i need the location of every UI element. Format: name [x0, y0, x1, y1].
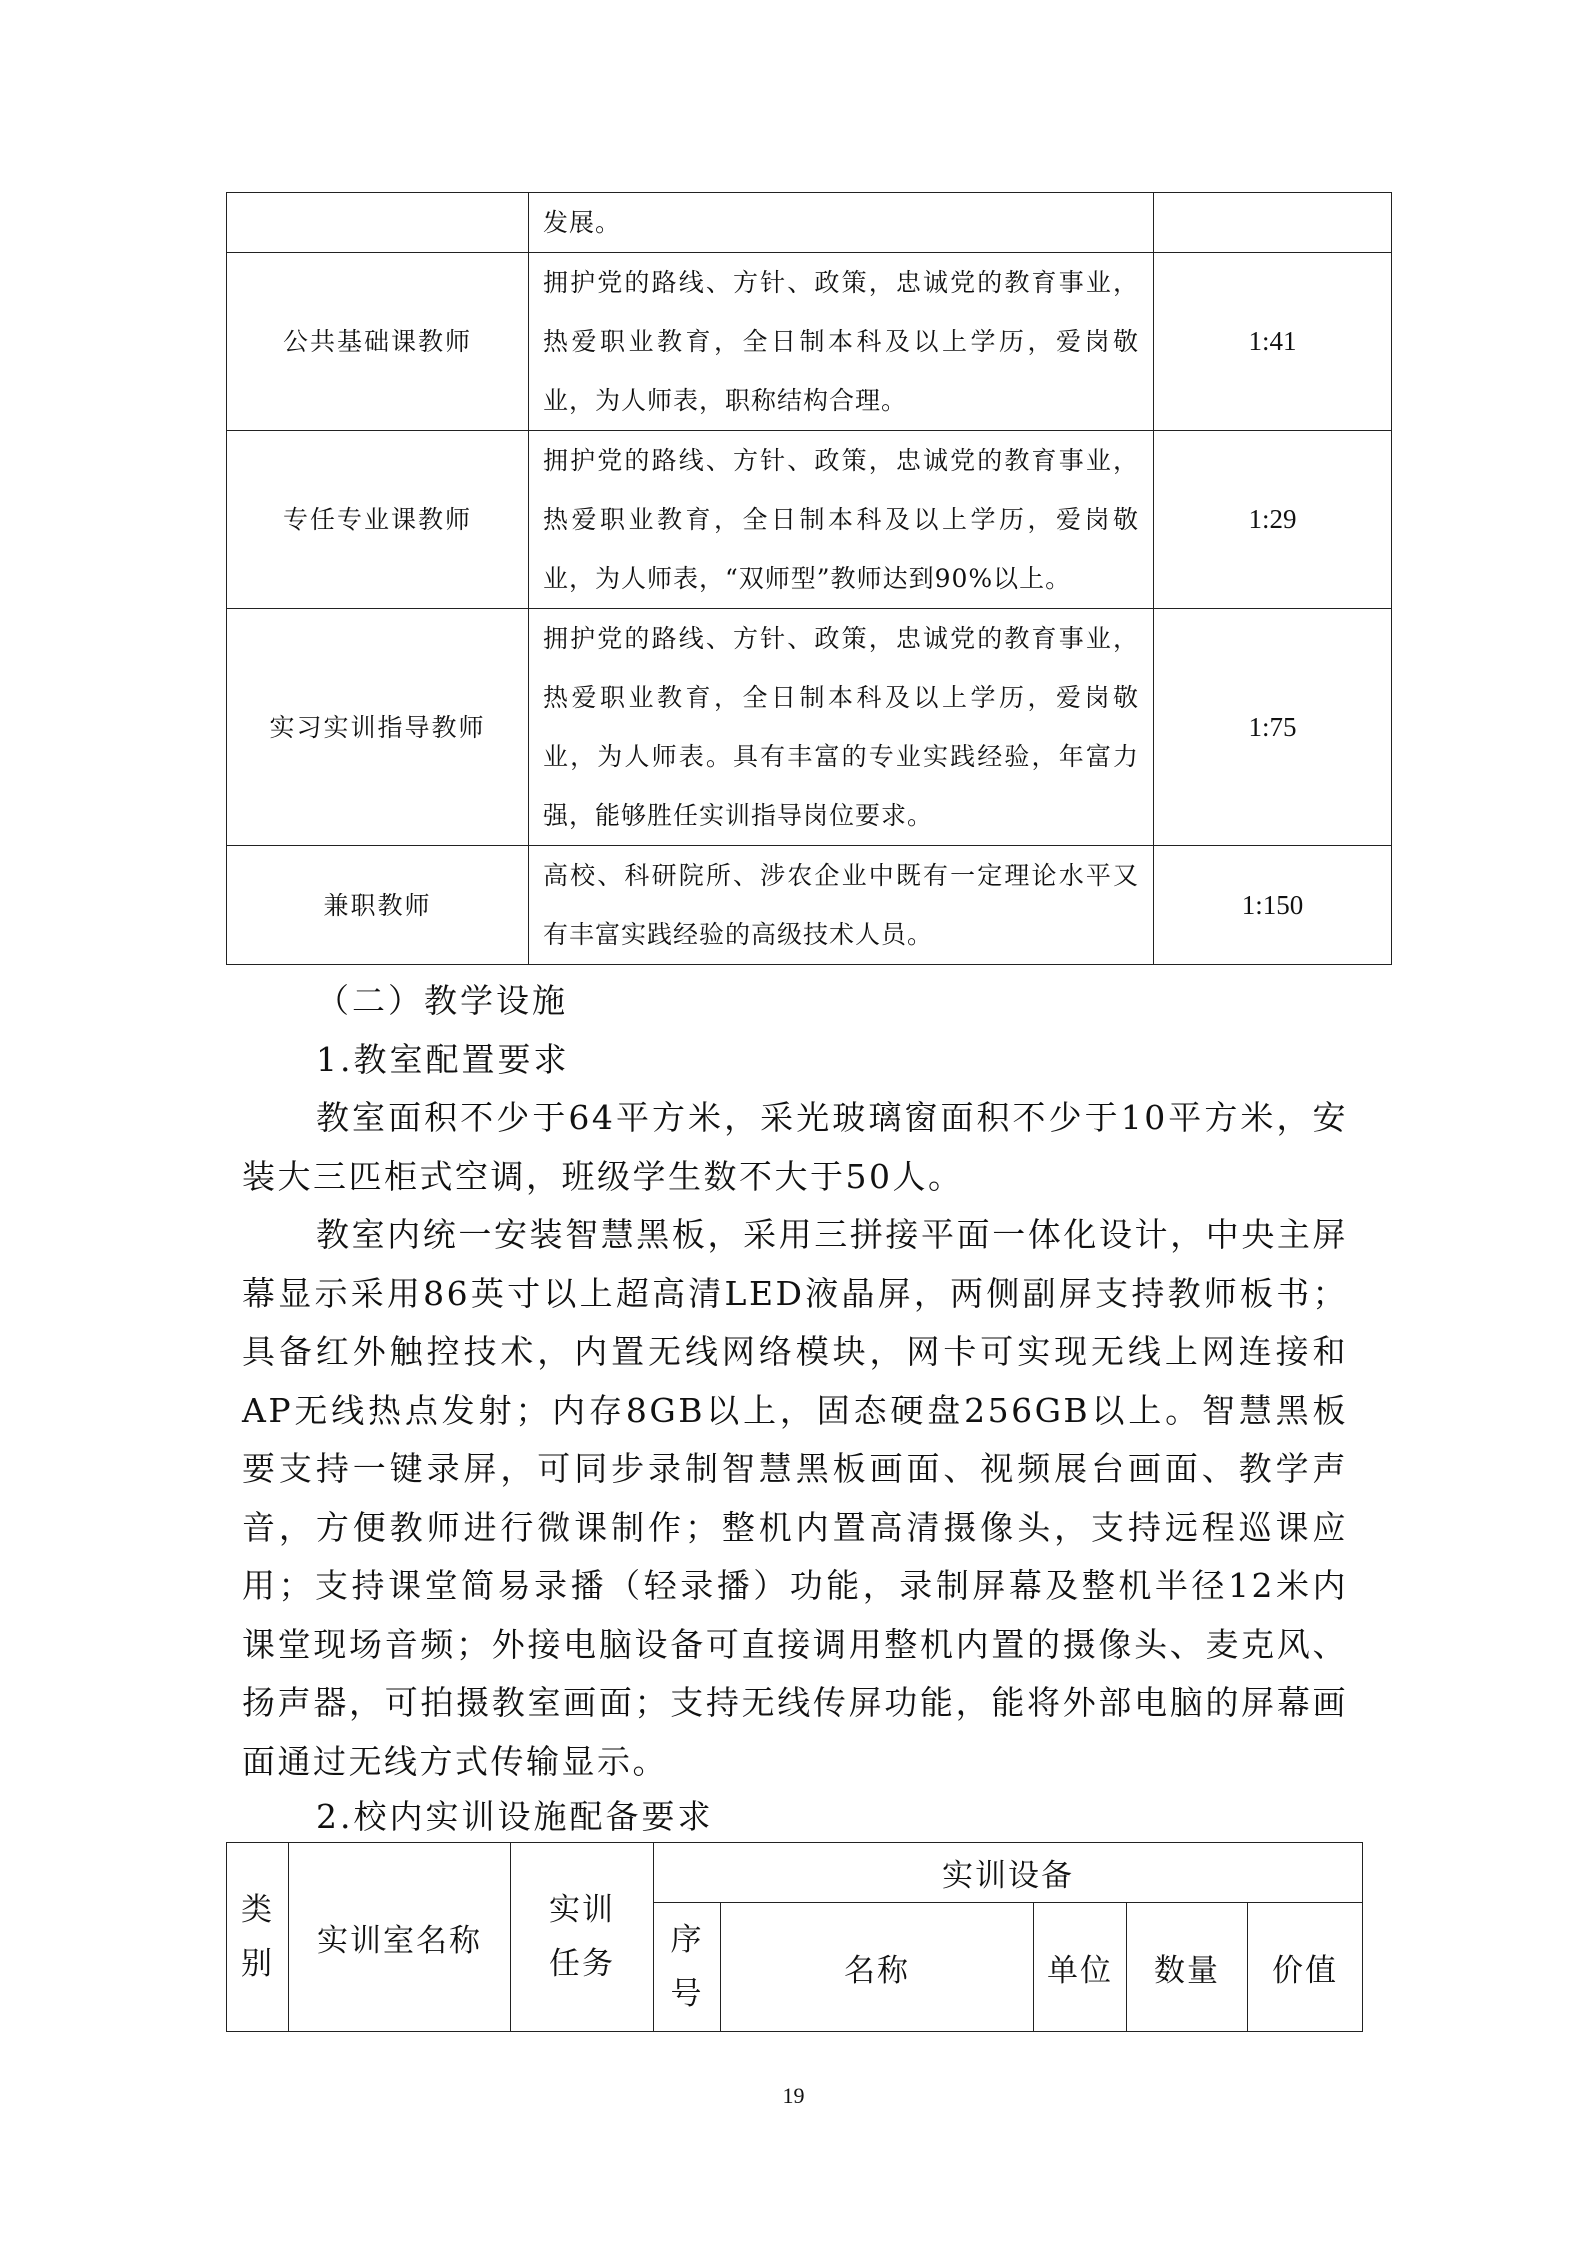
subsection-heading-training: 2.校内实训设施配备要求 — [316, 1797, 714, 1836]
header-quantity: 数量 — [1127, 1903, 1248, 2032]
staff-ratio-cell: 1:29 — [1154, 431, 1392, 609]
subsection-heading-classroom: 1.教室配置要求 — [316, 1040, 570, 1079]
staff-role-cell: 公共基础课教师 — [227, 253, 529, 431]
table-row — [227, 431, 1392, 609]
section-heading: （二）教学设施 — [316, 981, 568, 1020]
facility-table — [226, 1842, 1363, 2032]
header-room-name: 实训室名称 — [289, 1843, 511, 2032]
staff-requirement-cell: 拥护党的路线、方针、政策，忠诚党的教育事业，热爱职业教育，全日制本科及以上学历，爱岗敬业，为人师表。具有丰富的专业实践经验，年富力强，能够胜任实训指导岗位要求。 — [529, 609, 1154, 846]
staff-role-cell: 兼职教师 — [227, 846, 529, 965]
classroom-paragraph: 教室面积不少于64平方米，采光玻璃窗面积不少于10平方米，安装大三匹柜式空调，班级学生数不大于50人。 — [242, 1098, 1348, 1196]
smart-board-paragraph: 教室内统一安装智慧黑板，采用三拼接平面一体化设计，中央主屏幕显示采用86英寸以上超高清LED液晶屏，两侧副屏支持教师板书；具备红外触控技术，内置无线网络模块，网卡可实现无线上网连接和AP无线热点发射；内存8GB以上，固态硬盘256GB以上。智慧黑板要支持一键录屏，可同步录制智慧黑板画面、视频展台画面、教学声音，方便教师进行微课制作；整机内置高清摄像头，支持远程巡课应用；支持课堂简易录播（轻录播）功能，录制屏幕及整机半径12米内课堂现场音频；外接电脑设备可直接调用整机内置的摄像头、麦克风、扬声器，可拍摄教室画面；支持无线传屏功能，能将外部电脑的屏幕画面通过无线方式传输显示。 — [242, 1215, 1348, 1781]
table-row — [227, 609, 1392, 846]
staff-role-cell: 专任专业课教师 — [227, 431, 529, 609]
header-task: 实训任务 — [511, 1843, 654, 2032]
staff-role-cell: 实习实训指导教师 — [227, 609, 529, 846]
table-row — [227, 193, 1392, 253]
staff-requirement-cell: 高校、科研院所、涉农企业中既有一定理论水平又有丰富实践经验的高级技术人员。 — [529, 846, 1154, 965]
staff-ratio-cell — [1154, 193, 1392, 253]
page-number: 19 — [782, 2083, 805, 2108]
header-value: 价值 — [1248, 1903, 1363, 2032]
staff-table — [226, 192, 1392, 965]
header-index: 序号 — [654, 1903, 721, 2032]
header-unit: 单位 — [1034, 1903, 1127, 2032]
table-row — [227, 846, 1392, 965]
staff-requirement-cell: 发展。 — [529, 193, 1154, 253]
header-name: 名称 — [721, 1903, 1034, 2032]
staff-ratio-cell: 1:41 — [1154, 253, 1392, 431]
table-row — [227, 253, 1392, 431]
staff-role-cell — [227, 193, 529, 253]
staff-ratio-cell: 1:75 — [1154, 609, 1392, 846]
staff-ratio-cell: 1:150 — [1154, 846, 1392, 965]
table-row — [227, 1843, 1363, 1903]
header-category: 类别 — [227, 1843, 289, 2032]
staff-requirement-cell: 拥护党的路线、方针、政策，忠诚党的教育事业，热爱职业教育，全日制本科及以上学历，爱岗敬业，为人师表，“双师型”教师达到90%以上。 — [529, 431, 1154, 609]
staff-requirement-cell: 拥护党的路线、方针、政策，忠诚党的教育事业，热爱职业教育，全日制本科及以上学历，爱岗敬业，为人师表，职称结构合理。 — [529, 253, 1154, 431]
header-equipment: 实训设备 — [654, 1843, 1363, 1903]
